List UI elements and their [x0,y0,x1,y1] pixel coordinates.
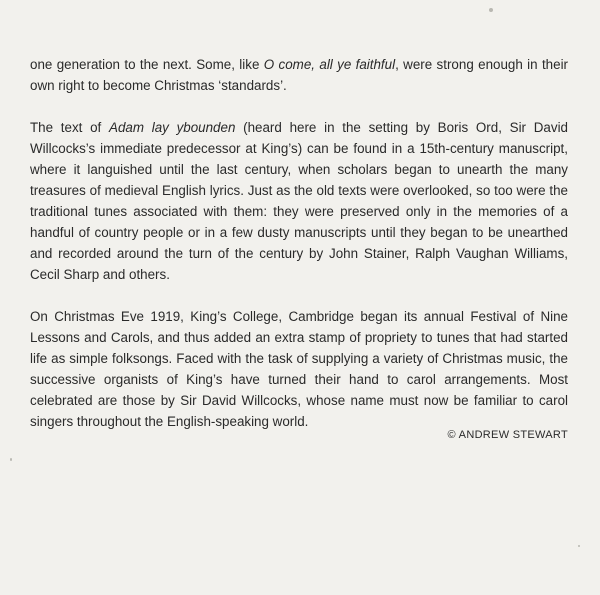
paragraph-text: (heard here in the setting by Boris Ord, Sir David Willcocks’s immediate predecessor at King’s) can be found in a 15th-century manuscript, where it languished until the last century, when scholars began to unearth the many treasures of medieval English lyrics. Just as the old texts were overlooked, so too were the traditional tunes associated with them: they were preserved only in the memories of a handful of country people or in a few dusty manuscripts until they began to be unearthed and recorded around the turn of the century by John Stainer, Ralph Vaughan Williams, Cecil Sharp and others. [30,120,568,282]
paper-speck [578,545,580,547]
author-credit: © ANDREW STEWART [447,429,568,441]
paragraph-text: one generation to the next. Some, like [30,57,264,72]
paper-speck [489,8,493,12]
paragraph-1 [30,54,568,96]
italic-title: Adam lay ybounden [109,120,236,135]
italic-title: O come, all ye faithful [263,57,396,72]
paper-speck [10,458,12,461]
paragraph-2 [30,117,568,285]
paragraph-3 [30,306,568,432]
paragraph-text: The text of [30,120,110,135]
paragraph-text: , were strong enough in their own right to become Christmas ‘standards’. [30,57,569,93]
paragraph-text: On Christmas Eve 1919, King’s College, Cambridge began its annual Festival of Nine Lessons and Carols, and thus added an extra stamp of propriety to tunes that had started life as simple folksongs. Faced with the task of supplying a variety of Christmas music, the successive organists of King’s have turned their hand to carol arrangements. Most celebrated are those by Sir David Willcocks, whose name must now be familiar to carol singers throughout the English-speaking world. [30,309,568,429]
